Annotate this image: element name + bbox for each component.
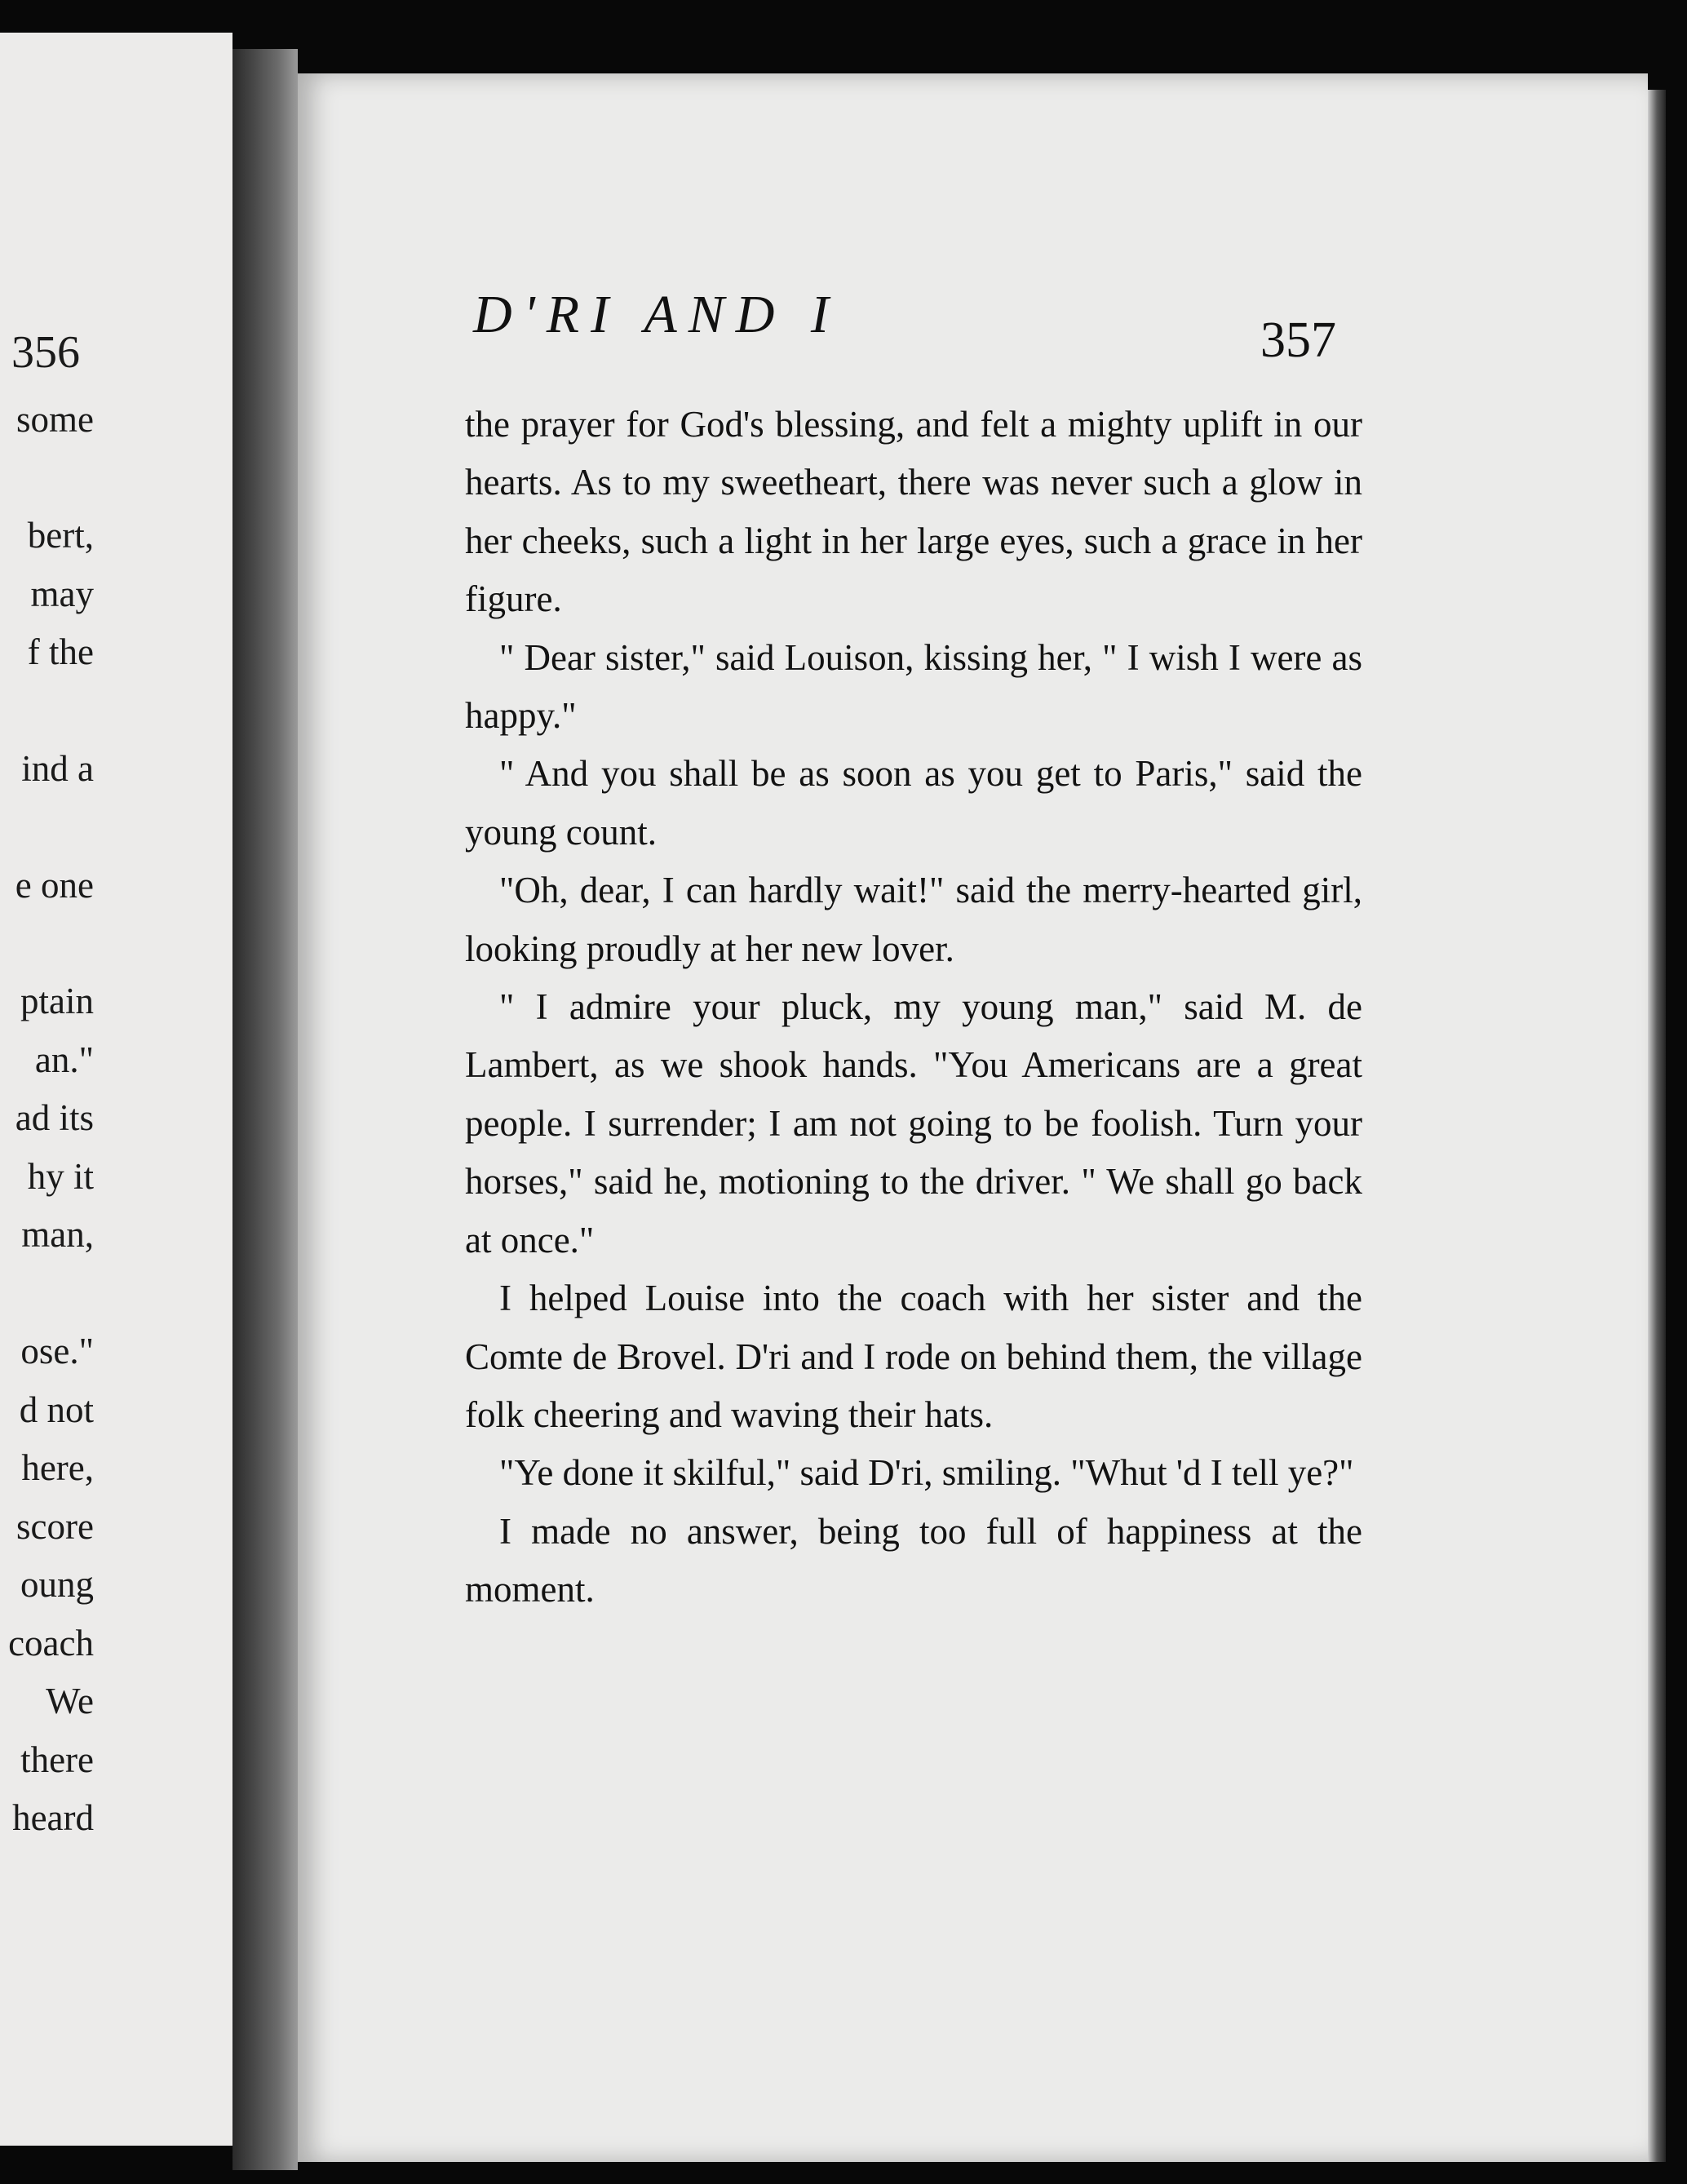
left-page-line-fragment: here, — [21, 1447, 94, 1488]
body-text — [465, 396, 1362, 1619]
paragraph: " And you shall be as soon as you get to Paris," said the young count. — [465, 753, 1362, 853]
left-page-line-fragment: bert, — [27, 515, 94, 556]
left-page-line-fragment: some — [16, 399, 94, 440]
right-page — [298, 73, 1648, 2162]
book-gutter — [232, 49, 298, 2170]
left-page-line-fragment: heard — [12, 1797, 94, 1838]
left-page-line-fragment: man, — [21, 1214, 94, 1255]
left-page-line-fragment: hy it — [27, 1156, 94, 1197]
running-head: D'RI AND I — [473, 285, 840, 344]
paragraph: the prayer for God's blessing, and felt a mighty uplift in our hearts. As to my sweetheart, there was never such a glow in her cheeks, such a light in her large eyes, such a grace in her figure. — [465, 404, 1362, 620]
left-page-line-fragment: ptain — [20, 981, 94, 1021]
page-edge — [1648, 90, 1666, 2162]
left-page-line-fragment: an." — [34, 1039, 94, 1080]
left-page-line-fragment: ose." — [20, 1331, 94, 1371]
left-page-line-fragment: d not — [19, 1389, 94, 1430]
left-page-line-fragment: We — [46, 1681, 94, 1721]
left-page-number: 356 — [11, 327, 80, 378]
paragraph: "Oh, dear, I can hardly wait!" said the merry-hearted girl, looking proudly at her new lover. — [465, 870, 1362, 969]
paragraph: I helped Louise into the coach with her sister and the Comte de Brovel. D'ri and I rode on behind them, the village folk cheering and waving their hats. — [465, 1278, 1362, 1435]
left-page-line-fragment: f the — [27, 631, 94, 672]
paragraph: I made no answer, being too full of happiness at the moment. — [465, 1510, 1362, 1610]
left-page-line-fragment: ind a — [21, 748, 94, 789]
left-page — [0, 33, 232, 2146]
left-page-line-fragment: there — [20, 1739, 94, 1780]
left-page-line-fragment: score — [16, 1506, 94, 1547]
left-page-line-fragment: ad its — [15, 1097, 94, 1138]
paragraph: " I admire your pluck, my young man," said M. de Lambert, as we shook hands. "You Americans are a great people. I surrender; I am not going to be foolish. Turn your horses," said he, motioning to the driver. " We shall go back at once." — [465, 986, 1362, 1260]
left-page-line-fragment: may — [30, 574, 94, 614]
page-number: 357 — [1260, 312, 1336, 368]
paragraph: " Dear sister," said Louison, kissing her, " I wish I were as happy." — [465, 636, 1362, 737]
left-page-line-fragment: coach — [8, 1623, 94, 1663]
left-page-line-fragment: oung — [20, 1564, 94, 1605]
left-page-line-fragment: e one — [15, 865, 94, 906]
paragraph: "Ye done it skilful," said D'ri, smiling. "Whut 'd I tell ye?" — [499, 1452, 1354, 1494]
